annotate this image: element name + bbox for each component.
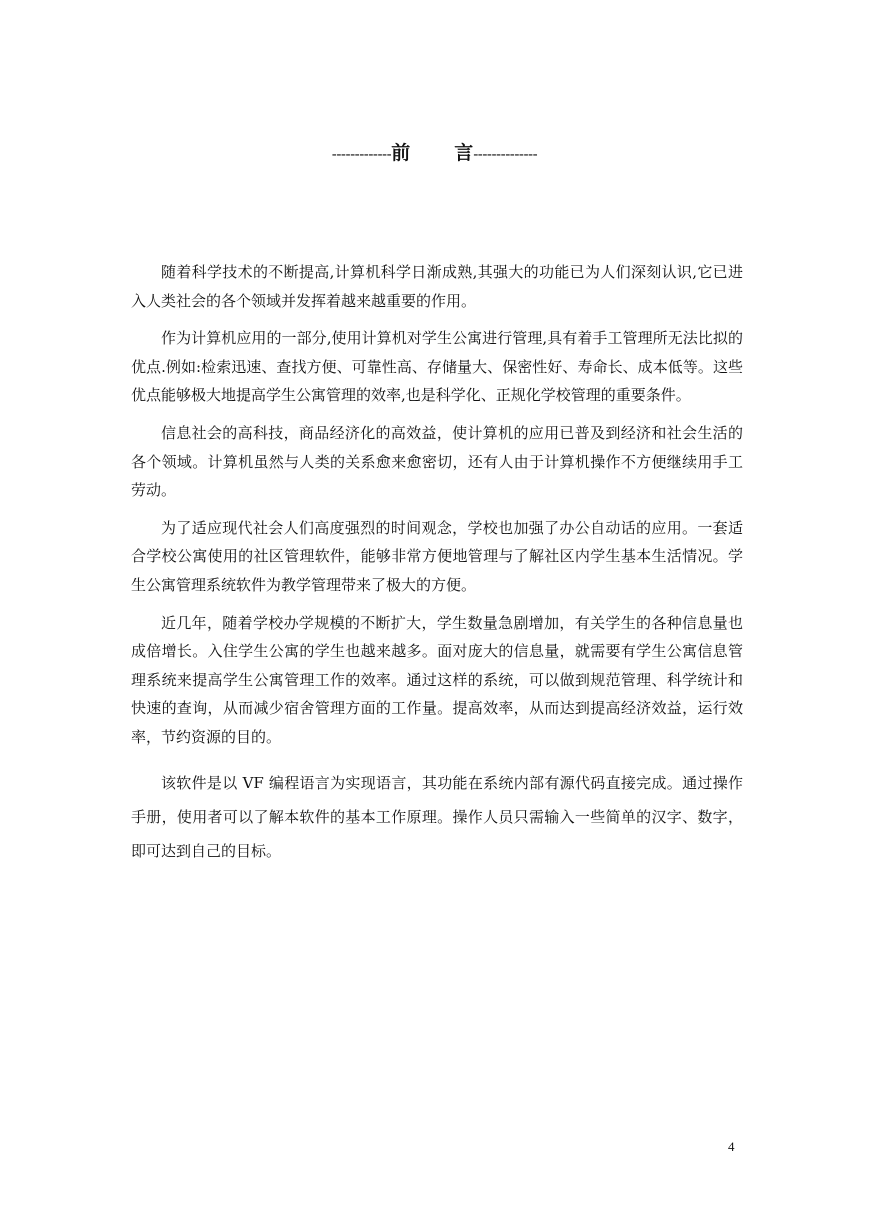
page-title (0, 140, 869, 167)
paragraph-1: 随着科学技术的不断提高,计算机科学日渐成熟,其强大的功能已为人们深刻认识,它已进入人类社会的各个领域并发挥着越来越重要的作用。 (131, 263, 743, 310)
title-left-dashes: ------------- (331, 145, 392, 163)
paragraph-3: 信息社会的高科技，商品经济化的高效益，使计算机的应用已普及到经济和社会生活的各个领域。计算机虽然与人类的关系愈来愈密切，还有人由于计算机操作不方便继续用手工劳动。 (131, 423, 743, 500)
title-char-1: 前 (391, 142, 411, 164)
paragraph-4: 为了适应现代社会人们高度强烈的时间观念，学校也加强了办公自动话的应用。一套适合学校公寓使用的社区管理软件，能够非常方便地管理与了解社区内学生基本生活情况。学生公寓管理系统软件为教学管理带来了极大的方便。 (131, 518, 743, 594)
paragraph-5: 近几年，随着学校办学规模的不断扩大，学生数量急剧增加，有关学生的各种信息量也成倍增长。入住学生公寓的学生也越来越多。面对庞大的信息量，就需要有学生公寓信息管理系统来提高学生公寓管理工作的效率。通过这样的系统，可以做到规范管理、科学统计和快速的查询，从而减少宿舍管理方面的工作量。提高效率，从而达到提高经济效益，运行效率，节约资源的目的。 (131, 613, 743, 746)
title-right-dashes: -------------- (473, 145, 538, 163)
paragraph-6: 该软件是以 VF 编程语言为实现语言，其功能在系统内部有源代码直接完成。通过操作手册，使用者可以了解本软件的基本工作原理。操作人员只需输入一些简单的汉字、数字，即可达到自己的目标。 (131, 773, 743, 860)
body-text (131, 258, 743, 868)
page-number: 4 (728, 1139, 735, 1154)
title-char-2: 言 (454, 142, 474, 164)
paragraph-2: 作为计算机应用的一部分,使用计算机对学生公寓进行管理,具有着手工管理所无法比拟的优点.例如:检索迅速、查找方便、可靠性高、存储量大、保密性好、寿命长、成本低等。这些优点能够极大地提高学生公寓管理的效率,也是科学化、正规化学校管理的重要条件。 (131, 329, 743, 405)
